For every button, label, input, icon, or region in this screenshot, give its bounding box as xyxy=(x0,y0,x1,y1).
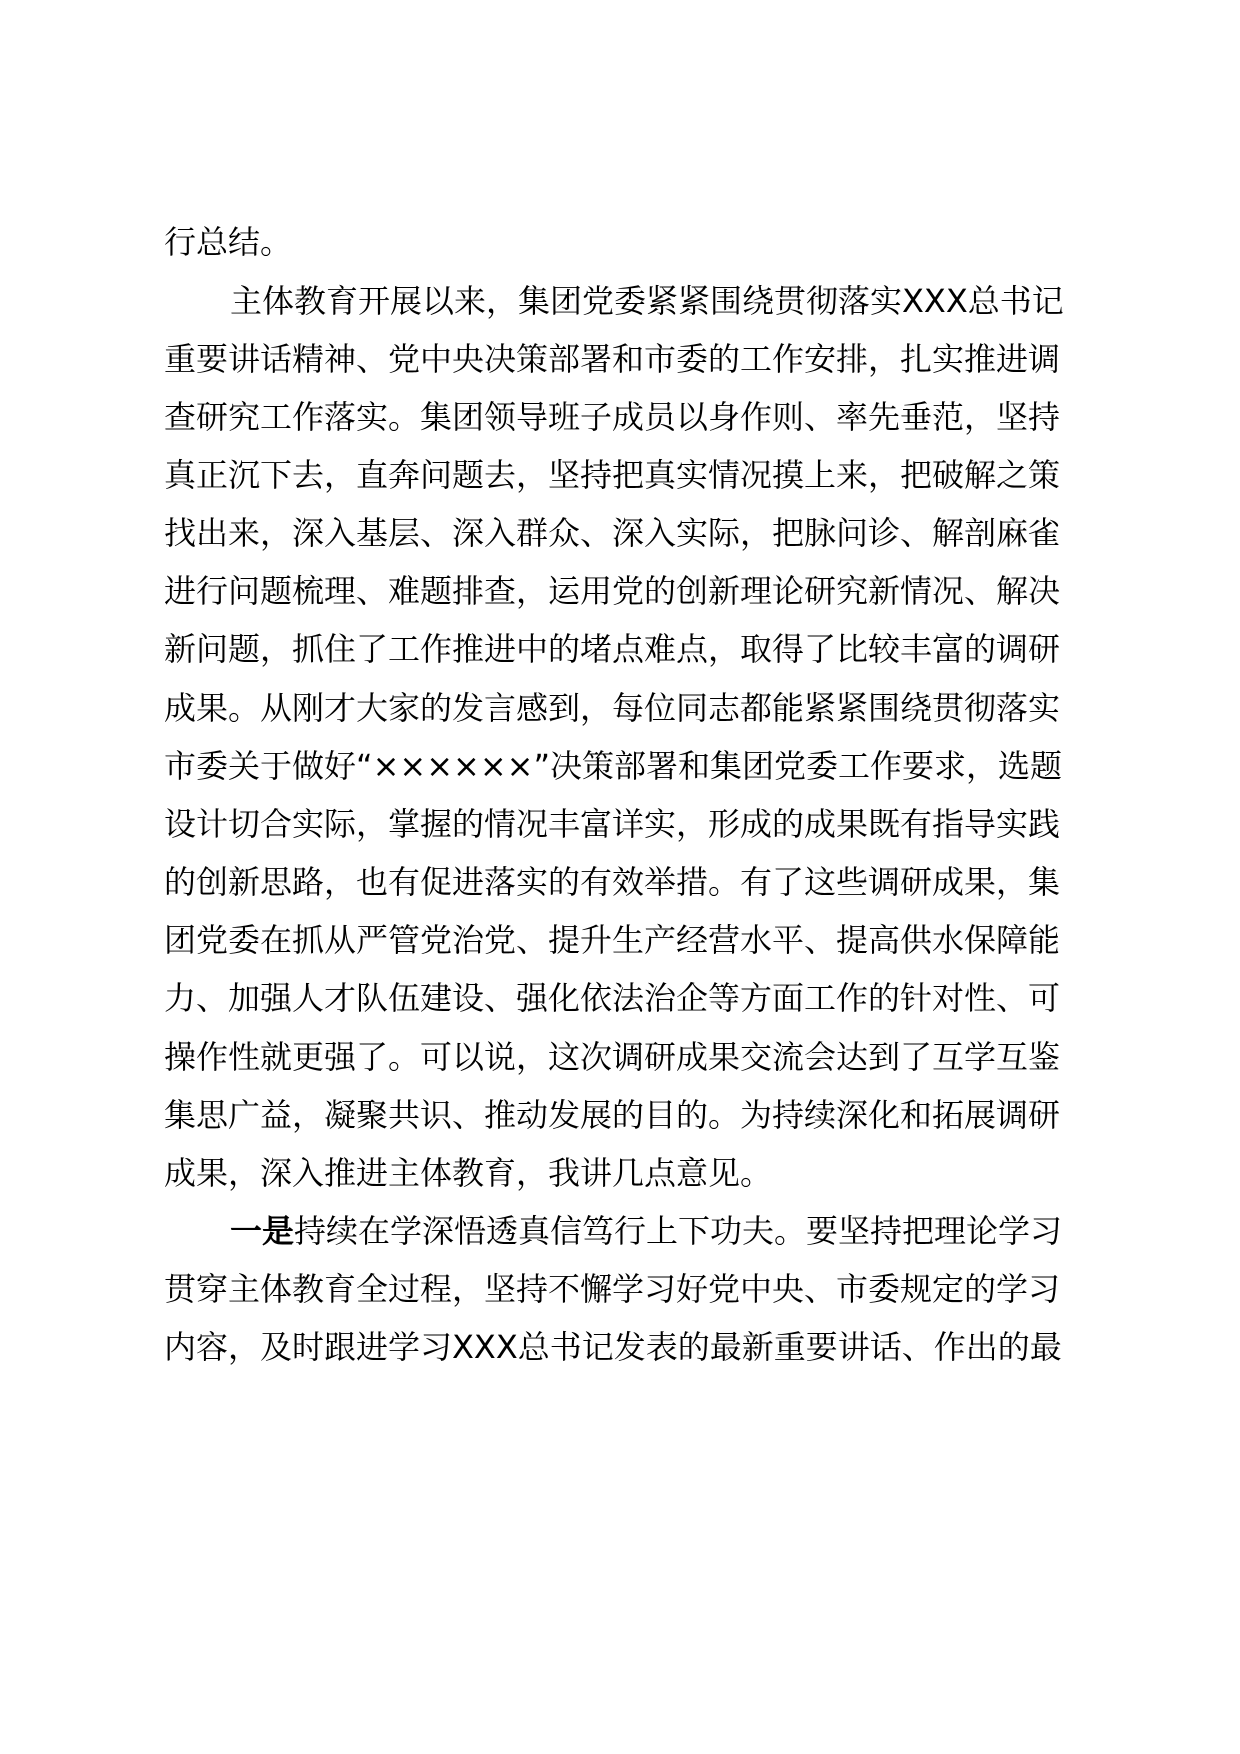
paragraph-line: 找出来，深入基层、深入群众、深入实际，把脉问诊、解剖麻雀 xyxy=(164,514,1061,552)
paragraph-line: 集思广益，凝聚共识、推动发展的目的。为持续深化和拓展调研 xyxy=(164,1096,1061,1134)
paragraph-line: 内容，及时跟进学习XXX总书记发表的最新重要讲话、作出的最 xyxy=(164,1328,1062,1366)
paragraph-line: 设计切合实际，掌握的情况丰富详实，形成的成果既有指导实践 xyxy=(164,805,1061,843)
paragraph-line: 进行问题梳理、难题排查，运用党的创新理论研究新情况、解决 xyxy=(164,572,1061,610)
paragraph-line: 成果，深入推进主体教育，我讲几点意见。 xyxy=(164,1154,773,1192)
paragraph-line: 真正沉下去，直奔问题去，坚持把真实情况摸上来，把破解之策 xyxy=(164,456,1061,494)
point-one-lead: 一是 xyxy=(230,1212,295,1250)
paragraph-line: 新问题，抓住了工作推进中的堵点难点，取得了比较丰富的调研 xyxy=(164,630,1061,668)
paragraph-line: 成果。从刚才大家的发言感到，每位同志都能紧紧围绕贯彻落实 xyxy=(164,689,1061,727)
paragraph-line: 贯穿主体教育全过程，坚持不懈学习好党中央、市委规定的学习 xyxy=(164,1270,1061,1308)
paragraph-line: 主体教育开展以来，集团党委紧紧围绕贯彻落实XXX总书记 xyxy=(230,282,1064,320)
paragraph-line: 团党委在抓从严管党治党、提升生产经营水平、提高供水保障能 xyxy=(164,921,1061,959)
point-one-line xyxy=(230,1207,1062,1255)
paragraph-line: 操作性就更强了。可以说，这次调研成果交流会达到了互学互鉴 xyxy=(164,1038,1061,1076)
paragraph-line: 行总结。 xyxy=(164,223,293,261)
paragraph-line: 查研究工作落实。集团领导班子成员以身作则、率先垂范，坚持 xyxy=(164,398,1061,436)
point-one-text: 持续在学深悟透真信笃行上下功夫。要坚持把理论学习 xyxy=(294,1212,1063,1250)
paragraph-line: 市委关于做好“××××××”决策部署和集团党委工作要求，选题 xyxy=(164,747,1063,785)
paragraph-line: 重要讲话精神、党中央决策部署和市委的工作安排，扎实推进调 xyxy=(164,340,1061,378)
paragraph-line: 的创新思路，也有促进落实的有效举措。有了这些调研成果，集 xyxy=(164,863,1061,901)
paragraph-line: 力、加强人才队伍建设、强化依法治企等方面工作的针对性、可 xyxy=(164,979,1061,1017)
